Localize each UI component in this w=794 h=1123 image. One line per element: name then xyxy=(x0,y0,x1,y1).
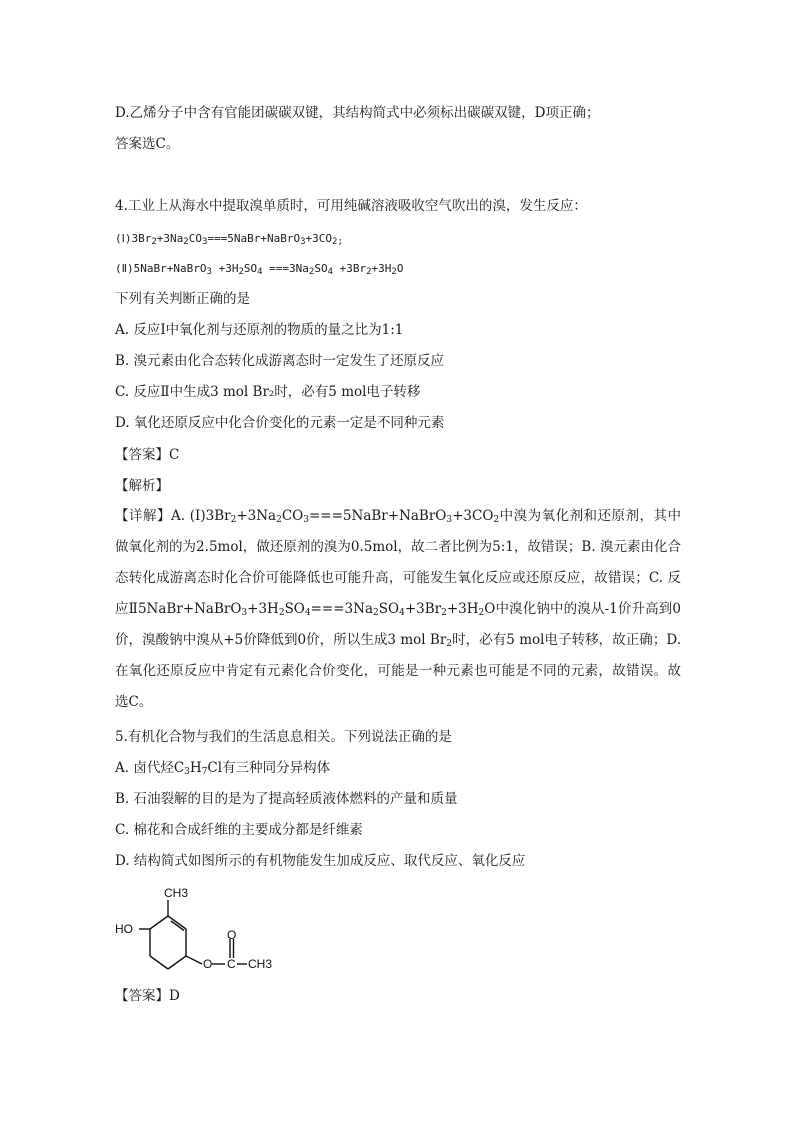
detail-sub: 2 xyxy=(230,515,237,525)
q4-option-d: D. 氧化还原反应中化合价变化的元素一定是不同种元素 xyxy=(115,415,445,431)
q4-reaction-2 xyxy=(115,259,403,279)
q5-option-d: D. 结构简式如图所示的有机物能发生加成反应、取代反应、氧化反应 xyxy=(115,853,526,869)
rxn-sub: 3 xyxy=(206,267,212,277)
detail-text: +3Br xyxy=(404,601,442,617)
detail-sub: 2 xyxy=(373,608,379,618)
rxn-part: +3H xyxy=(211,262,239,275)
rxn-part: CO xyxy=(188,232,202,245)
q5-option-c: C. 棉花和合成纤维的主要成分都是纤维素 xyxy=(115,822,363,838)
rxn-sub: 4 xyxy=(327,267,333,277)
option-text: H xyxy=(189,760,202,776)
structural-formula-diagram xyxy=(114,884,274,972)
q4-stem: 4.工业上从海水中提取溴单质时，可用纯碱溶液吸收空气吹出的溴，发生反应： xyxy=(115,198,587,214)
carbonyl-oxygen-label: O xyxy=(227,928,237,942)
rxn-sub: 3 xyxy=(300,237,306,247)
rxn-sub: 3 xyxy=(201,237,208,247)
carbonyl-carbon-label: C xyxy=(227,957,236,971)
q5-option-a xyxy=(115,758,330,778)
detail-text: 中溴为氧化剂和还原剂，其中做氧化剂的为2.5mol，做还原剂的溴为0.5mol，故二者比例为5:1，故错误；B. 溴元素由化合态转化成游离态时化合价可能降低也可能升高，可能发生氧化反应或还原反应，故错误；C. 反应Ⅱ5NaBr+NaBrO xyxy=(115,508,681,617)
rxn-part: ===5NaBr+NaBrO xyxy=(207,232,301,245)
q4-option-b: B. 溴元素由化合态转化成游离态时一定发生了还原反应 xyxy=(115,353,445,369)
detail-text: +3H xyxy=(446,601,479,617)
q4-option-a: A. 反应Ⅰ中氧化剂与还原剂的物质的量之比为1:1 xyxy=(115,322,404,338)
detail-sub: 2 xyxy=(493,515,500,525)
reaction-label: (Ⅱ) xyxy=(115,262,134,275)
detail-text: CO xyxy=(281,508,304,524)
rxn-part: +3Na xyxy=(156,232,184,245)
detail-text: +3Na xyxy=(236,508,277,524)
rxn-sub: 2 xyxy=(238,267,244,277)
rxn-part: +3CO xyxy=(305,232,333,245)
rxn-part: ===3Na xyxy=(262,262,309,275)
detail-text: SO xyxy=(378,601,400,617)
rxn-sub: 4 xyxy=(257,267,263,277)
option-text: Cl有三种同分异构体 xyxy=(207,760,331,776)
detail-sub: 2 xyxy=(278,608,285,618)
detail-sub: 3 xyxy=(446,515,453,525)
methyl-label-right: CH3 xyxy=(248,957,273,971)
q5-answer: 【答案】D xyxy=(115,988,180,1004)
detail-text: +3H xyxy=(247,601,279,617)
q4-analysis-heading: 【解析】 xyxy=(115,478,169,494)
rxn-part: 5NaBr+NaBrO xyxy=(133,262,207,275)
q4-detailed-explanation xyxy=(115,501,681,718)
detail-text: SO xyxy=(284,601,305,617)
hydroxyl-label: HO xyxy=(115,922,133,936)
detail-text: +3CO xyxy=(452,508,494,524)
detail-sub: 4 xyxy=(399,608,405,618)
rxn-sub: 2 xyxy=(151,237,157,247)
option-sub: 3 xyxy=(184,767,190,777)
detail-sub: 2 xyxy=(441,608,447,618)
q5-option-b: B. 石油裂解的目的是为了提高轻质液体燃料的产量和质量 xyxy=(115,791,458,807)
q4-question: 下列有关判断正确的是 xyxy=(115,291,250,307)
q4-option-c: C. 反应Ⅱ中生成3 mol Br₂时，必有5 mol电子转移 xyxy=(115,384,421,400)
detail-text: 时，必有5 mol电子转移，故正确；D.在氧化还原反应中肯定有元素化合价变化，可能是一种元素也可能是不同的元素，故错误。故选C。 xyxy=(115,632,681,710)
detail-sub: 4 xyxy=(304,608,311,618)
ester-oxygen-label: O xyxy=(203,957,213,971)
rxn-part: SO xyxy=(243,262,258,275)
q5-stem: 5.有机化合物与我们的生活息息相关。下列说法正确的是 xyxy=(115,729,452,745)
detail-sub: 3 xyxy=(303,515,309,525)
option-text: A. 卤代烃C xyxy=(115,760,185,776)
rxn-part: +3H xyxy=(371,262,392,275)
methyl-label-top: CH3 xyxy=(164,886,189,900)
rxn-sub: 2 xyxy=(183,237,189,247)
q4-answer: 【答案】C xyxy=(115,447,180,463)
reaction-label: (Ⅰ) xyxy=(115,232,132,245)
rxn-sub: 2 xyxy=(366,267,372,277)
detail-text: O中溴化钠中的溴从-1价升高到0价，溴酸钠中溴从+5价降低到0价，所以生成3 mol Br xyxy=(115,601,681,648)
detail-sub: 2 xyxy=(478,608,485,618)
detail-text: 【详解】A. (I)3Br xyxy=(115,508,231,524)
rxn-part: +3Br xyxy=(333,262,367,275)
q4-reaction-1 xyxy=(115,229,343,249)
detail-text: ===5NaBr+NaBrO xyxy=(308,508,447,524)
detail-text: ===3Na xyxy=(310,601,374,617)
option-sub: 7 xyxy=(201,767,208,777)
detail-sub: 3 xyxy=(241,608,248,618)
rxn-part: SO xyxy=(314,262,328,275)
detail-sub: 2 xyxy=(446,639,453,649)
rxn-part: 3Br xyxy=(131,232,152,245)
rxn-sub: 2 xyxy=(391,267,397,277)
rxn-sub: 2 xyxy=(308,267,315,277)
detail-sub: 2 xyxy=(276,515,282,525)
rxn-part: O xyxy=(396,262,404,275)
prev-answer: 答案选C。 xyxy=(115,136,180,152)
prev-option-d: D.乙烯分子中含有官能团碳碳双键，其结构简式中必须标出碳碳双键，D项正确； xyxy=(115,105,600,121)
rxn-sub: 2; xyxy=(332,237,343,247)
